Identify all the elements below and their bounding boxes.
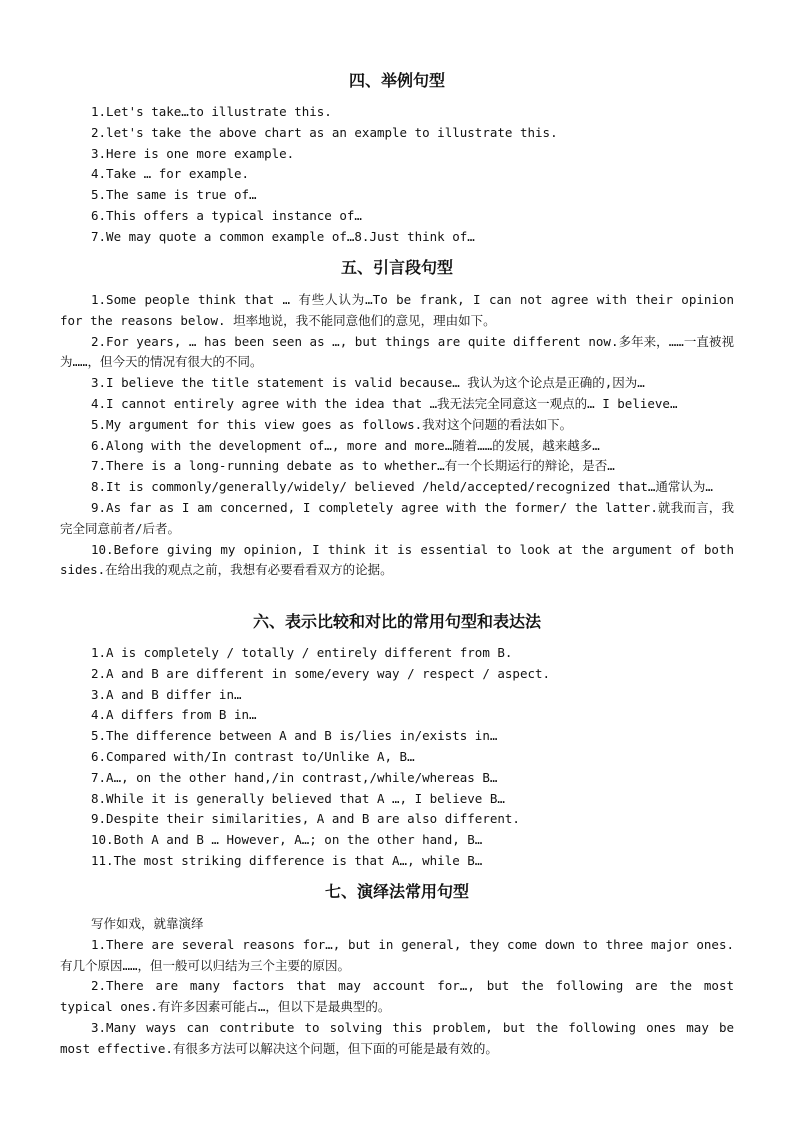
list-item: 8.It is commonly/generally/widely/ believed /held/accepted/recognized that…通常认为… xyxy=(91,479,713,495)
list-item: 4.I cannot entirely agree with the idea that …我无法完全同意这一观点的… I believe… xyxy=(91,395,678,411)
list-item: 10.Before giving my opinion, I think it is essential to look at the argument of both sides.在给出我的观点之前，我想有必要看看双方的论据。 xyxy=(60,541,734,578)
list-item: 11.The most striking difference is that A…, while B… xyxy=(91,852,483,868)
list-item: 3.I believe the title statement is valid because… 我认为这个论点是正确的,因为… xyxy=(91,375,645,391)
list-item: 3.A and B differ in… xyxy=(91,686,242,702)
list-item: 3.Here is one more example. xyxy=(91,145,295,161)
section-deduction-list xyxy=(60,914,734,1060)
section-introduction-list xyxy=(60,290,734,581)
list-item: 1.There are several reasons for…, but in general, they come down to three major ones.有几个原因……，但一般可以归结为三个主要的原因。 xyxy=(60,936,734,973)
section-heading-introduction: 五、引言段句型 xyxy=(340,258,453,277)
list-item: 10.Both A and B … However, A…; on the other hand, B… xyxy=(91,832,483,848)
section-examples-list xyxy=(60,102,734,248)
list-item: 8.While it is generally believed that A …, I believe B… xyxy=(91,790,505,806)
section-heading-deduction: 七、演绎法常用句型 xyxy=(324,882,469,901)
list-item: 4.A differs from B in… xyxy=(91,707,257,723)
list-item: 6.Compared with/In contrast to/Unlike A, B… xyxy=(91,748,415,764)
list-item: 5.My argument for this view goes as follows.我对这个问题的看法如下。 xyxy=(91,416,573,432)
section-heading-examples: 四、举例句型 xyxy=(348,71,445,90)
list-item: 2.A and B are different in some/every way / respect / aspect. xyxy=(91,665,551,681)
list-item: 3.Many ways can contribute to solving this problem, but the following ones may be most effective.有很多方法可以解决这个问题，但下面的可能是最有效的。 xyxy=(60,1019,734,1056)
list-item: 1.Let's take…to illustrate this. xyxy=(91,104,332,119)
list-item: 7.A…, on the other hand,/in contrast,/while/whereas B… xyxy=(91,769,498,785)
list-item: 7.There is a long-running debate as to whether…有一个长期运行的辩论，是否… xyxy=(91,458,615,474)
list-item: 9.Despite their similarities, A and B are also different. xyxy=(91,811,520,827)
list-item: 4.Take … for example. xyxy=(91,166,250,182)
list-item: 1.A is completely / totally / entirely different from B. xyxy=(91,645,513,660)
list-item: 6.This offers a typical instance of… xyxy=(91,207,362,223)
section-heading-comparison: 六、表示比较和对比的常用句型和表达法 xyxy=(252,612,541,631)
section-intro: 写作如戏，就靠演绎 xyxy=(91,916,204,931)
list-item: 5.The same is true of… xyxy=(91,187,257,203)
list-item: 2.let's take the above chart as an example to illustrate this. xyxy=(91,124,558,140)
list-item: 5.The difference between A and B is/lies in/exists in… xyxy=(91,728,498,744)
list-item: 9.As far as I am concerned, I completely agree with the former/ the latter.就我而言，我完全同意前者/后者。 xyxy=(60,499,734,536)
list-item: 1.Some people think that … 有些人认为…To be frank, I can not agree with their opinion for the reasons below. 坦率地说，我不能同意他们的意见，理由如下。 xyxy=(60,292,734,328)
list-item: 2.For years, … has been seen as …, but things are quite different now.多年来，……一直被视为……，但今天的情况有很大的不同。 xyxy=(60,333,734,370)
list-item: 7.We may quote a common example of…8.Just think of… xyxy=(91,228,475,244)
list-item: 2.There are many factors that may account for…, but the following are the most typical ones.有许多因素可能占…，但以下是最典型的。 xyxy=(60,978,734,1015)
list-item: 6.Along with the development of…, more and more…随着……的发展，越来越多… xyxy=(91,437,600,453)
section-comparison-list xyxy=(60,643,734,872)
